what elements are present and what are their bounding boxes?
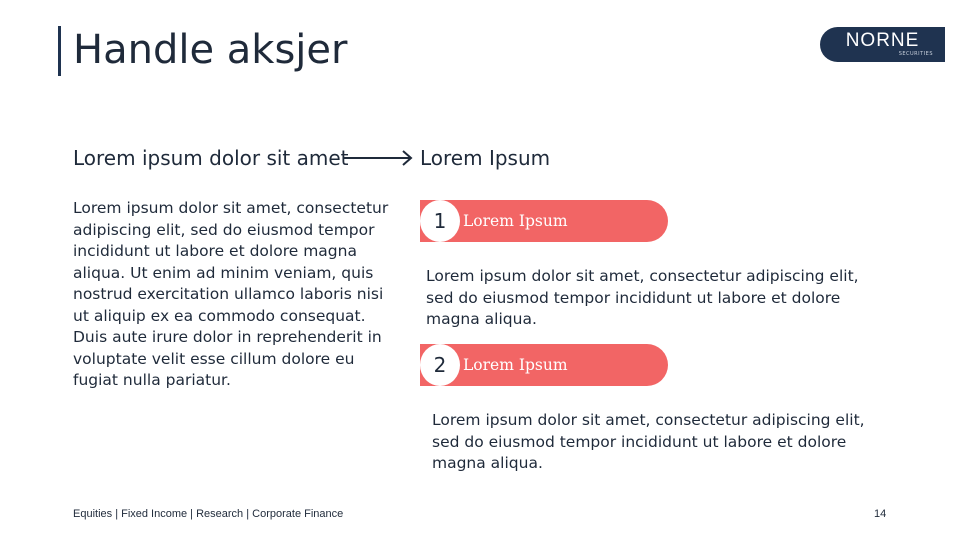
title-accent-bar — [58, 26, 61, 76]
item-2-pill — [420, 344, 668, 386]
logo-subtitle: SECURITIES — [898, 51, 933, 57]
footer-text: Equities | Fixed Income | Research | Corporate Finance — [73, 508, 344, 520]
item-2-label: Lorem Ipsum — [463, 356, 568, 374]
logo-wordmark: NORNE — [845, 30, 920, 51]
item-1-label: Lorem Ipsum — [463, 212, 568, 230]
item-2-body: Lorem ipsum dolor sit amet, consectetur adipiscing elit, sed do eiusmod tempor incididunt ut labore et dolore magna aliqua. — [432, 411, 865, 472]
page-number: 14 — [874, 508, 887, 520]
norne-logo — [820, 27, 945, 62]
right-column-heading: Lorem Ipsum — [420, 146, 551, 170]
item-1-body: Lorem ipsum dolor sit amet, consectetur adipiscing elit, sed do eiusmod tempor incididunt ut labore et dolore magna aliqua. — [426, 267, 859, 328]
item-1-number-badge: 1 — [420, 200, 460, 242]
left-column-heading: Lorem ipsum dolor sit amet — [73, 146, 349, 170]
item-1-pill — [420, 200, 668, 242]
left-column-body: Lorem ipsum dolor sit amet, consectetur adipiscing elit, sed do eiusmod tempor incididunt ut labore et dolore magna aliqua. Ut enim ad minim veniam, quis nostrud exercitation ullamco laboris nisi ut aliquip ex ea commodo consequat. Duis aute irure dolor in reprehenderit in voluptate velit esse cillum dolore eu fugiat nulla pariatur. — [73, 199, 389, 389]
item-2-number-badge: 2 — [420, 344, 460, 386]
arrow-right-icon — [343, 146, 415, 168]
slide-title: Handle aksjer — [73, 27, 348, 73]
